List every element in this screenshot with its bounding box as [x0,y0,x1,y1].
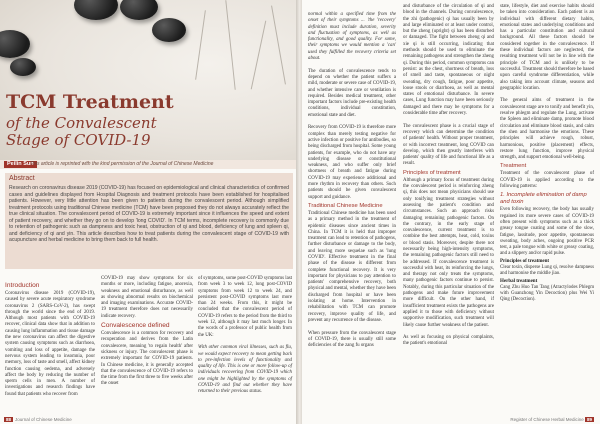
body-text: Cang Zhu Huo Tan Tang (Atractylodes Phlegm with Guanzhong Yin Decoction) plus Wei Yi Qing (Decoction). [500,284,594,303]
left-column-1 [5,280,95,398]
acupuncture-needle [195,10,206,79]
hot-stone-decor [74,0,118,20]
body-text: Although a primary focus of treatment during the convalescent period is reinforcing zheng qi, this does not mean physicians should use only tonifying treatment strategies without assessing the patient's condition and circumstances. Such an approach risks damaging remaining pathogenic factors. On the contrary, in the early stage of convalescence, current treatment is to combine the best attempts, heat, cold, toxins or blood stasis. Moreover, despite there not necessarily being high-intensity symptoms, the remaining pathogenic factors still need to be addressed. If convalescence treatment is successful with heat, its reinforcing the lungs, and therapy not only treats the symptoms, many pathogenic factors continue to persist. Notably, during this particular situation of the pathogens and make future improvement more difficult. On the other hand, if insufficient treatment exists the pathogens are applied it to those with deficiency without supportive modification, such treatment will likely cause further weakness of the patient. As well as focusing on physical complaints, the patient's emotional [403,177,494,347]
reprint-note: This article is reprinted with the kind permission of the Journal of Chinese Medicine [30,161,214,167]
section-heading-convalescence: Convalescence defined [101,322,170,330]
abstract-heading: Abstract [9,175,35,182]
left-column-2 [101,276,193,388]
body-text: state, lifestyle, diet and exercise habits should be taken into consideration. Each patient is an individual with different dietary habits, emotional states and underlying conditions and has a particular constitution and cultural background. All these factors should be considered together in the convalescence. If these individual factors are neglected, the resulting treatment will not be in line with the principle of TCM and is unlikely to be successful. Treatment should therefore be based upon careful syndrome differentiation, while also taking into account climate, seasons and geographic location. The general aims of treatment in the convalescent stage are to tonify and benefit yin, resolve phlegm and regulate the Lung, activate the Spleen and eliminate damp, promote blood circulation and eliminate blood stasis, and calm the shen and harmonise the emotions. These principles will achieve rough, robust, harmonious, positive (placement) effects, restore lung function, improve physical strength, and support emotional well-being. [500,4,594,161]
hot-stone-decor [0,30,30,58]
right-column-1 [308,12,396,349]
body-text: Convalescence is a common for recovery and recuperation and derives from the Latin convalescere, meaning 'to regain health' after sickness or injury. The convalescent phase is extremely important for COVID-19 patients. In Chinese medicine, it is generally accepted that the convalescence of COVID-19 refers to the time from the first three to five weeks after the onset [101,331,193,387]
hero-image [0,0,298,160]
body-text: The duration of convalescence tends to depend on whether the patient suffers a mild, moderate or severe case of COVID-19, and whether intensive care or ventilation is required. Besides medical treatment, other important factors include pre-existing health conditions, individual constitution, emotional state and diet. Recovery from COVID-19 is therefore more complex than merely testing negative for active infection or positive for antibodies, so being discharged from hospital. Some young patients, for example, who do not have any underlying disease or constitutional weakness, and who suffer only brief shortness of breath and fatigue during COVID-19 may experience additional and more rhythm in recovery than others. Such patients should be given convalescent support and guidance. [308,68,397,200]
subtitle-line-1: of the Convalescent [6,114,157,132]
page-footer-left: 88 Journal of Chinese Medicine [6,417,72,422]
section-heading-treatment: Treatment [500,163,527,170]
body-text: of symptoms, some post-COVID symptoms last from week 3 to week 12, long post-COVID symptoms from week 12 to week 24, and persistent post-COVID symptoms last more than 24 weeks. From this, it might be concluded that the convalescent period of COVID-19 refers to the period from the third to week 12, although it may last much longer. In the words of a professor of public health from the UK: [198,276,293,338]
right-column-2 [403,4,494,348]
body-text: Clear toxin, disperse Lung qi, resolve dampness and harmonise the middle jiao. [500,264,594,277]
hot-stone-decor [10,58,36,76]
body-text: and disturbance of the circulation of qi and blood in the channels. During convalescence, the zhi (pathogenic) qi has usually been by and large eliminated or at least under control, but the zheng (upright) qi has been disturbed or damaged. The fight between zheng qi and xie qi is still occurring, indicating that methods should be used to eliminate the remaining pathogens and strengthen the zheng qi. During this period, common symptoms can persist: as the chest, shortness of breath, loss of smell and taste, spontaneous or night sweating, dry cough, fatigue, poor appetite, loose stools or diarrhoea, as well as mental states of emotional disturbance. In severe cases, Lung function may have been seriously damaged and there may be symptoms for a considerable time after recovery. The convalescent phase is a crucial stage of recovery which can determine the condition of patients' health. Without proper treatment, or with incorrect treatment, long COVID can develop, which then greatly interferes with patients' quality of life and functional life as a result. [403,4,495,167]
subheading-principles: Principles of treatment [500,258,550,264]
subheading-damp-toxin: 1. Incomplete elimination of damp and toxin [500,192,587,206]
body-text: Even following recovery, the body has usually regained its more severe cases of COVID-19 often present with symptoms such as a thick greasy tongue coating and some of the slow, fatigue, lassitude, poor appetite, spontaneous sweating, body aches, ongoing positive PCR test, a pale tongue with white or greasy coating, and a slippery and/or rapid pulse. [500,207,594,257]
subtitle-line-2: Stage of COVID-19 [6,131,151,149]
body-text: COVID-19 may show symptoms for six months or more, including fatigue, anorexia, weakness and emotional disturbance, as well as showing abnormal results on biochemical and imaging examinations. Accurate COVID-19 treatment therefore does not necessarily indicate recovery. [101,276,193,319]
left-page [0,0,298,424]
section-heading-tcm: Traditional Chinese Medicine [308,202,383,209]
abstract-text: Research on coronavirus disease 2019 (COVID-19) has focused on epidemiological and clinical characteristics of confirmed cases and guidelines displayed from Hospital Diagnosis and treatment protocols have been established for hospitalised patients. However, very little attention has been given to patients during the convalescent period. Although simplified treatment protocols using traditional Chinese medicine (TCM) have been proposed they do not always accurately reflect the true clinical situation. The convalescent period of COVID-19 is extremely important since it influences the speed and extent of patient recovery, and whether they go on to develop 'long COVID'. In TCM terms, incomplete recovery is commonly due to retention of pathogenic such as dampness and toxic heat, obstruction of qi and blood, deficiency of lung and spleen qi, and deficiency of qi and yin. This article describes how to treat patients during the convalescent stage of COVID-19 with acupuncture and herbal medicine to bring them back to full health. [9,185,289,244]
right-page [302,0,600,424]
body-text: Treatment of the convalescent phase of COVID-19 is applied according to the following patterns: [500,171,594,190]
left-column-3 [198,276,292,396]
quote-text: With other common viral illnesses, such as flu, we would expect recovery to mean getting back to pre-infection levels of functionality and quality of life. This is one or more follow-up of individuals recovering from COVID-19 which one might be highlighted by the symptoms of COVID-19 and find out whether they have returned to their previous status. [198,345,292,395]
author-name: Peilin Sun [4,161,37,168]
article-subtitle [6,115,157,149]
hot-stone-decor [120,0,158,20]
body-text: Coronavirus disease 2019 (COVID-19), caused by severe acute respiratory syndrome coronavirus 2 (SARS-CoV-2), has swept through the world since the end of 2019. Although most patients with COVID-19 recover, clinical data show that in addition to causing lung inflammation and tissue damage the new coronavirus can affect the digestive system causing symptoms such as diarrhoea, vomiting and loss of appetite, damage the nervous system leading to insomnia, poor memory, loss of taste and smell, affect kidney function causing oedema, and adversely affect the body by reducing the number of sperm cells in men. A number of investigations and research findings have found that patients who recover from [5,291,95,397]
acupuncture-needle [251,21,267,90]
body-text: Traditional Chinese medicine has been used as a primary method in the treatment of epidemic diseases since ancient times in China. In TCM it is held that improper treatment can lead to retention of pathogens, further disturbance or damage to the body, and leaving more sequelae such as 'lung COVID'. Effective treatment in the final phase of the disease is different from complete functional recovery. It is very important for physicians to pay attention to patients' comprehensive recovery, both physical and mental, whether they have been discharged from hospital or have been isolating at home. Intervention in rehabilitation with TCM can promote recovery, improve quality of life, and prevent any recurrence of the disease. When pressure from the convalescent stage of COVID-19, there is usually still some deficiencies of the zang fu organs [308,210,396,349]
section-heading-introduction: Introduction [5,282,40,289]
page-footer-right: Register of Chinese Herbal Medicine 89 [510,417,592,422]
article-title: TCM Treatment [6,91,174,113]
abstract-box [5,173,293,269]
author-bar [0,160,298,169]
quote-text: normal within a specified time from the onset of their symptoms ... 'the 'recovery' definition must include duration, severity and fluctuation of symptoms, as well as functionality, and good quality. For some, their symptoms we would mention a 'can' used they fulfilled the recovery criteria set about. [308,12,396,62]
acupuncture-needle [271,6,286,85]
subheading-herbal: Herbal treatment [500,278,538,284]
right-column-3 [500,4,594,304]
section-heading-principles: Principles of treatment [403,169,461,176]
acupuncture-needle [225,0,235,90]
hot-stone-decor [152,18,186,42]
